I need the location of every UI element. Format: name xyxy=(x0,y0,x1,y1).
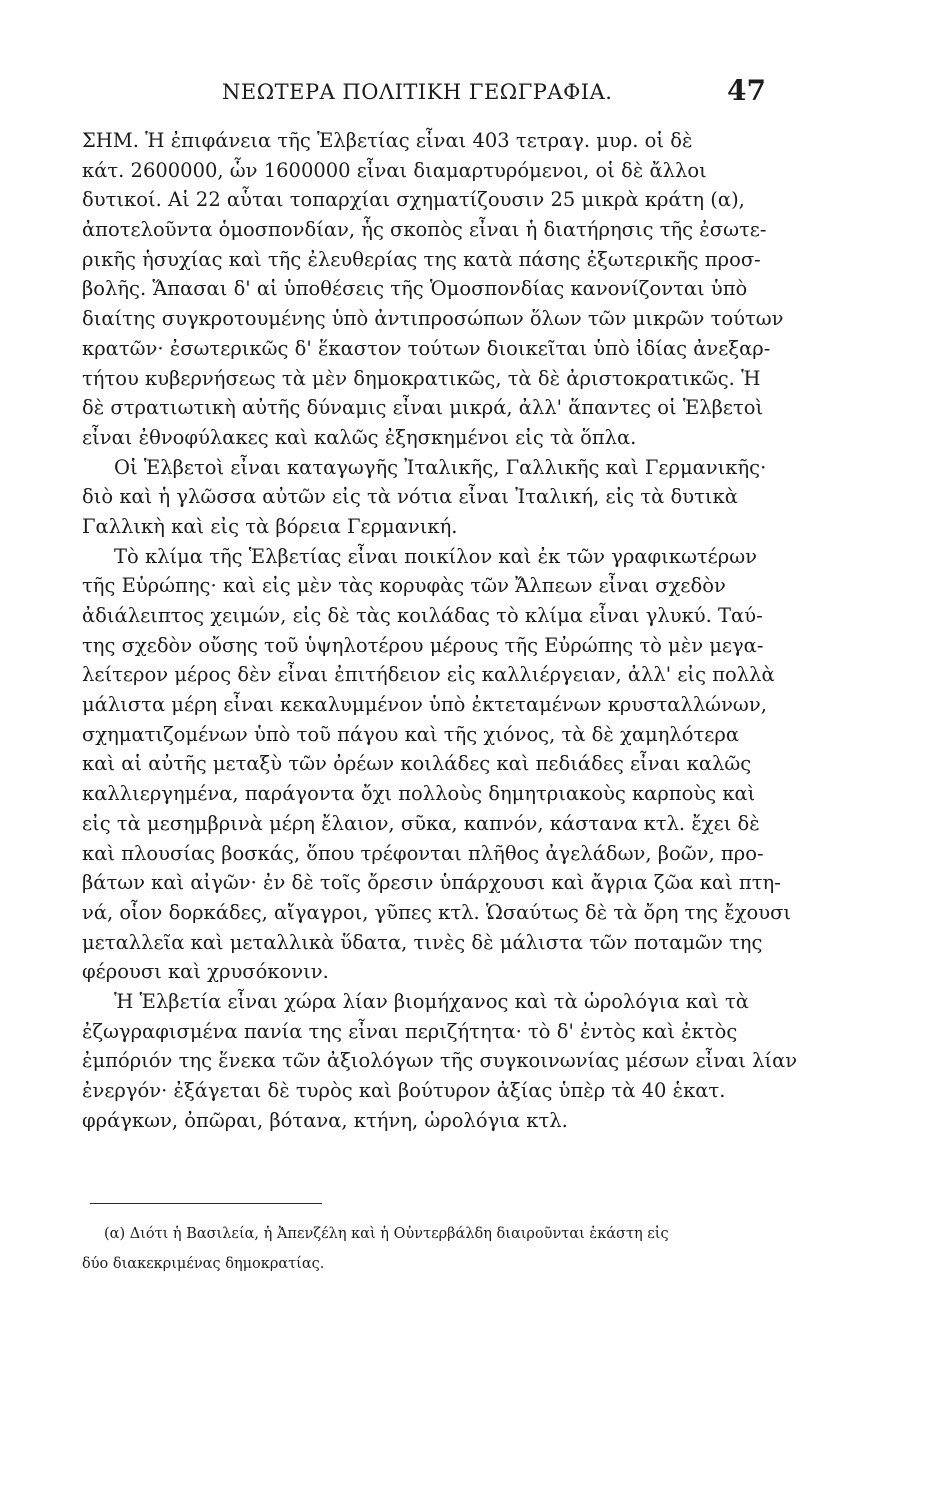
text-line: μεταλλεῖα καὶ μεταλλικὰ ὕδατα, τινὲς δὲ μάλιστα τῶν ποταμῶν της xyxy=(82,930,763,954)
text-line: μάλιστα μέρη εἶναι κεκαλυμμένον ὑπὸ ἐκτεταμένων κρυσταλλώνων, xyxy=(82,693,767,717)
running-header-title: ΝΕΩΤΕΡΑ ΠΟΛΙΤΙΚΗ ΓΕΩΓΡΑΦΙΑ. xyxy=(222,80,613,104)
text-line: βολῆς. Ἅπασαι δ' αἱ ὑποθέσεις τῆς Ὁμοσπονδίας κανονίζονται ὑπὸ xyxy=(82,277,748,301)
text-line: εἰς τὰ μεσημβρινὰ μέρη ἔλαιον, σῦκα, καπνόν, κάστανα κτλ. ἔχει δὲ xyxy=(82,811,760,835)
text-line: βάτων καὶ αἰγῶν· ἐν δὲ τοῖς ὄρεσιν ὑπάρχουσι καὶ ἄγρια ζῶα καὶ πτη- xyxy=(82,871,781,895)
text-line: κρατῶν· ἐσωτερικῶς δ' ἕκαστον τούτων διοικεῖται ὑπὸ ἰδίας ἀνεξαρ- xyxy=(82,336,771,360)
text-line: τήτου κυβερνήσεως τὰ μὲν δημοκρατικῶς, τὰ δὲ ἀριστοκρατικῶς. Ἡ xyxy=(82,366,761,390)
text-line: τῆς Εὐρώπης· καὶ εἰς μὲν τὰς κορυφὰς τῶν Ἄλπεων εἶναι σχεδὸν xyxy=(82,574,726,598)
text-line: διαίτης συγκροτουμένης ὑπὸ ἀντιπροσώπων ὅλων τῶν μικρῶν τούτων xyxy=(82,307,784,331)
text-line: σχηματιζομένων ὑπὸ τοῦ πάγου καὶ τῆς χιόνος, τὰ δὲ χαμηλότερα xyxy=(82,722,740,746)
footnote-line: δύο διακεκριμένας δημοκρατίας. xyxy=(82,1256,325,1272)
text-line: ἐζωγραφισμένα πανία της εἶναι περιζήτητα· τὸ δ' ἐντὸς καὶ ἐκτὸς xyxy=(82,1019,738,1043)
text-line: ἀποτελοῦντα ὁμοσπονδίαν, ἧς σκοπὸς εἶναι ἡ διατήρησις τῆς ἐσωτε- xyxy=(82,218,767,242)
main-text-block xyxy=(82,126,852,1135)
text-line: της σχεδὸν οὔσης τοῦ ὑψηλοτέρου μέρους τῆς Εὐρώπης τὸ μὲν μεγα- xyxy=(82,633,764,657)
text-line: Οἱ Ἑλβετοὶ εἶναι καταγωγῆς Ἰταλικῆς, Γαλλικῆς καὶ Γερμανικῆς· xyxy=(114,455,767,479)
footnote-line: (α) Διότι ἡ Βασιλεία, ἡ Ἀπενζέλη καὶ ἡ Οὐντερβάλδη διαιροῦνται ἑκάστη εἰς xyxy=(104,1226,669,1242)
text-line: φράγκων, ὀπῶραι, βότανα, κτήνη, ὡρολόγια κτλ. xyxy=(82,1108,568,1132)
text-line: νά, οἷον δορκάδες, αἴγαγροι, γῦπες κτλ. Ὡσαύτως δὲ τὰ ὄρη της ἔχουσι xyxy=(82,900,792,924)
text-line: δυτικοί. Αἱ 22 αὗται τοπαρχίαι σχηματίζουσιν 25 μικρὰ κράτη (α), xyxy=(82,188,745,212)
page-number: 47 xyxy=(727,74,766,107)
text-line: διὸ καὶ ἡ γλῶσσα αὐτῶν εἰς τὰ νότια εἶναι Ἰταλική, εἰς τὰ δυτικὰ xyxy=(82,485,738,509)
text-line: Γαλλικὴ καὶ εἰς τὰ βόρεια Γερμανική. xyxy=(82,514,458,538)
text-line: Τὸ κλίμα τῆς Ἑλβετίας εἶναι ποικίλον καὶ ἐκ τῶν γραφικωτέρων xyxy=(114,544,758,568)
text-line: Ἡ Ἑλβετία εἶναι χώρα λίαν βιομήχανος καὶ τὰ ὡρολόγια καὶ τὰ xyxy=(114,989,749,1013)
text-line: ἐνεργόν· ἐξάγεται δὲ τυρὸς καὶ βούτυρον ἀξίας ὑπὲρ τὰ 40 ἑκατ. xyxy=(82,1079,726,1102)
text-line: εἶναι ἐθνοφύλακες καὶ καλῶς ἐξησκημένοι εἰς τὰ ὅπλα. xyxy=(82,425,637,449)
footnote-block xyxy=(82,1219,804,1279)
text-line: φέρουσι καὶ χρυσόκονιν. xyxy=(82,960,329,984)
text-line: ΣΗΜ. Ἡ ἐπιφάνεια τῆς Ἑλβετίας εἶναι 403 τετραγ. μυρ. οἱ δὲ xyxy=(82,129,693,152)
text-line: ἀδιάλειπτος χειμών, εἰς δὲ τὰς κοιλάδας τὸ κλίμα εἶναι γλυκύ. Ταύ- xyxy=(82,604,763,627)
text-line: καλλιεργημένα, παράγοντα ὄχι πολλοὺς δημητριακοὺς καρποὺς καὶ xyxy=(82,782,756,806)
footnote-divider xyxy=(90,1203,322,1204)
text-line: κάτ. 2600000, ὧν 1600000 εἶναι διαμαρτυρόμενοι, οἱ δὲ ἄλλοι xyxy=(82,158,707,182)
text-line: ἐμπόριόν της ἕνεκα τῶν ἀξιολόγων τῆς συγκοινωνίας μέσων εἶναι λίαν xyxy=(82,1049,798,1073)
text-line: καὶ πλουσίας βοσκάς, ὅπου τρέφονται πλῆθος ἀγελάδων, βοῶν, προ- xyxy=(82,841,764,865)
text-line: δὲ στρατιωτικὴ αὐτῆς δύναμις εἶναι μικρά, ἀλλ' ἅπαντες οἱ Ἑλβετοὶ xyxy=(82,396,764,420)
text-line: ρικῆς ἡσυχίας καὶ τῆς ἐλευθερίας της κατὰ πάσης ἐξωτερικῆς προσ- xyxy=(82,247,761,271)
text-line: καὶ αἱ αὐτῆς μεταξὺ τῶν ὀρέων κοιλάδες καὶ πεδιάδες εἶναι καλῶς xyxy=(82,752,752,776)
text-line: λείτερον μέρος δὲν εἶναι ἐπιτήδειον εἰς καλλιέργειαν, ἀλλ' εἰς πολλὰ xyxy=(82,663,775,687)
